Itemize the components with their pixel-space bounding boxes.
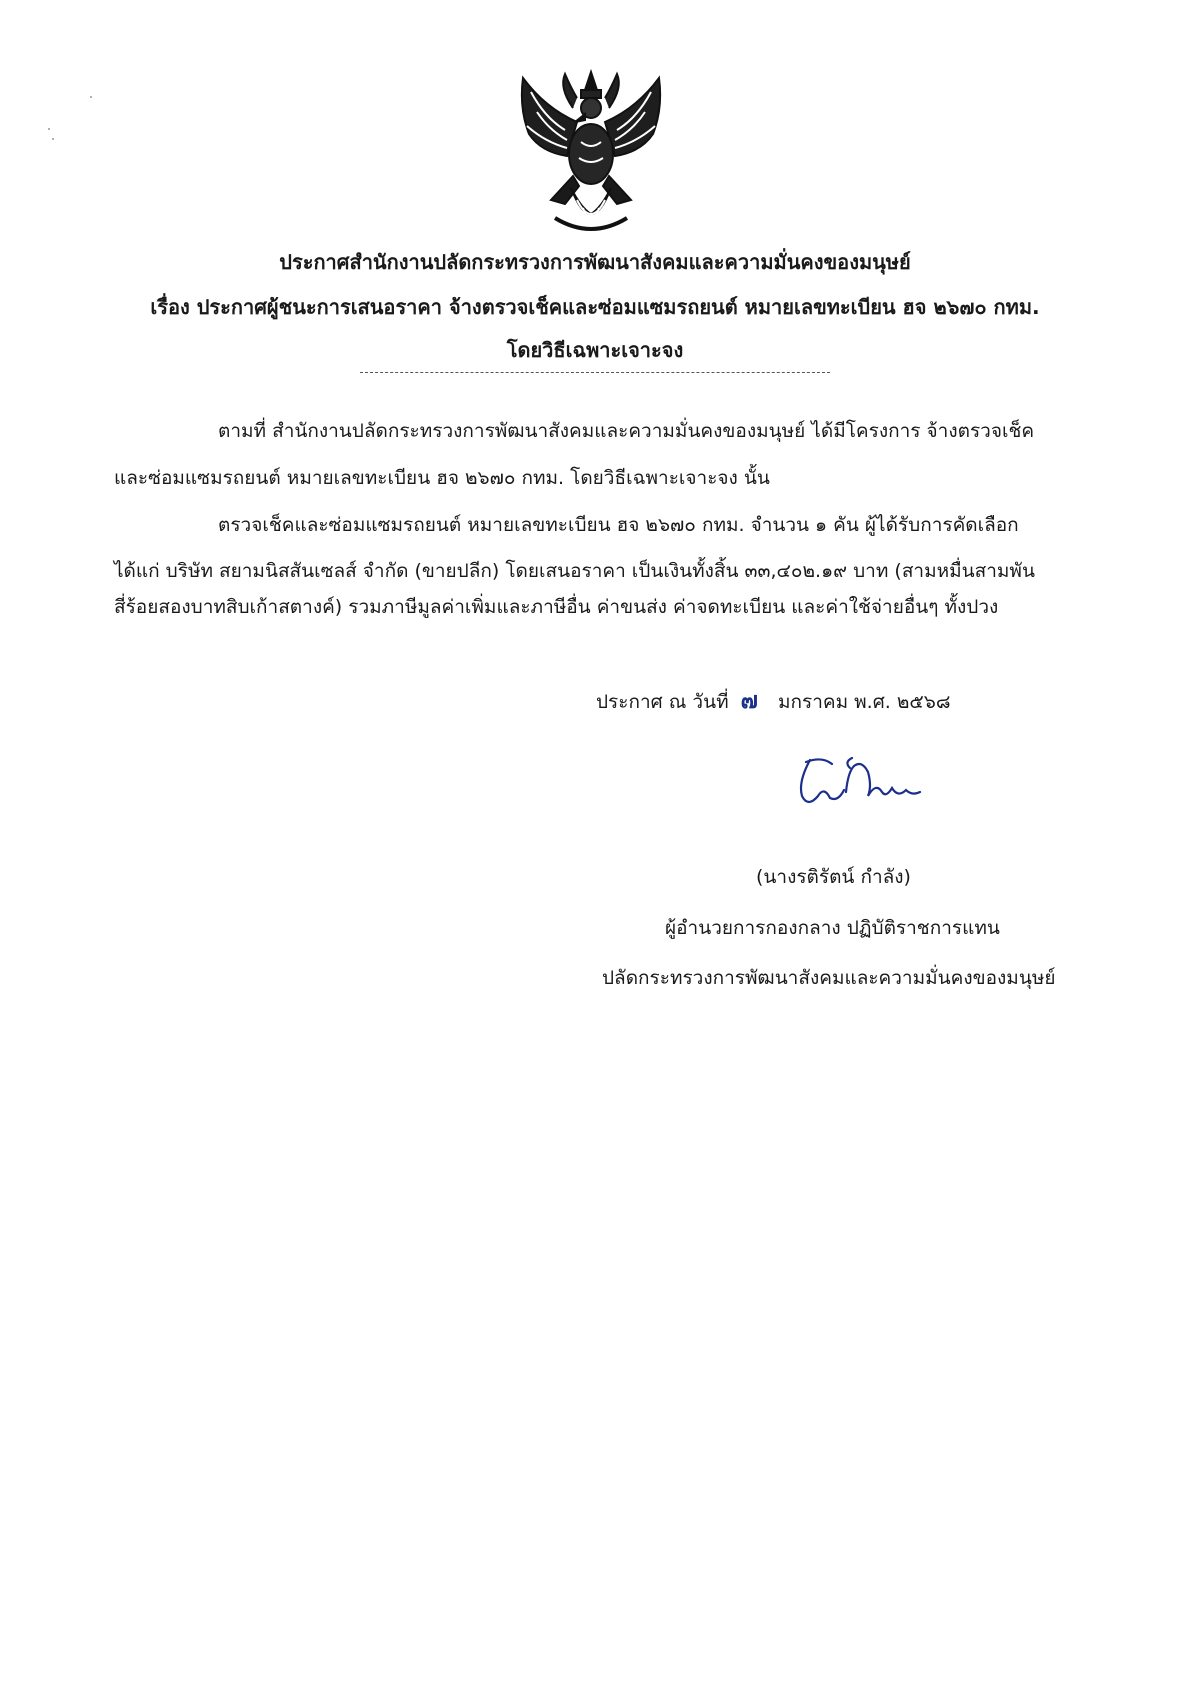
paragraph1-line2: และซ่อมแซมรถยนต์ หมายเลขทะเบียน ฮจ ๒๖๗๐ กทม. โดยวิธีเฉพาะเจาะจง นั้น: [114, 467, 770, 489]
signatory-name: (นางรติรัตน์ กำลัง): [756, 866, 911, 888]
title-divider: [360, 372, 830, 373]
date-day: ๗: [740, 687, 758, 714]
signatory-office: ปลัดกระทรวงการพัฒนาสังคมและความมั่นคงของมนุษย์: [602, 967, 1056, 989]
garuda-emblem-icon: [515, 68, 667, 240]
paragraph2-line1: ตรวจเช็คและซ่อมแซมรถยนต์ หมายเลขทะเบียน ฮจ ๒๖๗๐ กทม. จำนวน ๑ คัน ผู้ได้รับการคัดเลือก: [218, 514, 1019, 536]
procurement-method: โดยวิธีเฉพาะเจาะจง: [506, 338, 684, 362]
scan-speck: [48, 128, 50, 130]
date-prefix: ประกาศ ณ วันที่: [596, 691, 729, 713]
announcement-subject: เรื่อง ประกาศผู้ชนะการเสนอราคา จ้างตรวจเช็คและซ่อมแซมรถยนต์ หมายเลขทะเบียน ฮจ ๒๖๗๐ กทม.: [150, 295, 1040, 319]
scan-speck: [52, 138, 54, 140]
announcement-title: ประกาศสำนักงานปลัดกระทรวงการพัฒนาสังคมและความมั่นคงของมนุษย์: [279, 250, 911, 274]
signatory-title: ผู้อำนวยการกองกลาง ปฏิบัติราชการแทน: [665, 917, 1000, 939]
scan-speck: [90, 96, 92, 98]
paragraph2-line3: สี่ร้อยสองบาทสิบเก้าสตางค์) รวมภาษีมูลค่าเพิ่มและภาษีอื่น ค่าขนส่ง ค่าจดทะเบียน และค่าใช้จ่ายอื่นๆ ทั้งปวง: [114, 596, 999, 618]
announcement-date: [596, 683, 951, 719]
paragraph2-line2: ได้แก่ บริษัท สยามนิสสันเซลส์ จำกัด (ขายปลีก) โดยเสนอราคา เป็นเงินทั้งสิ้น ๓๓,๔๐๒.๑๙ บาท (สามหมื่นสามพัน: [114, 560, 1035, 582]
date-month-year: มกราคม พ.ศ. ๒๕๖๘: [777, 691, 951, 713]
paragraph1-line1: ตามที่ สำนักงานปลัดกระทรวงการพัฒนาสังคมและความมั่นคงของมนุษย์ ได้มีโครงการ จ้างตรวจเช็ค: [218, 420, 1035, 442]
handwritten-signature-icon: [788, 752, 928, 812]
